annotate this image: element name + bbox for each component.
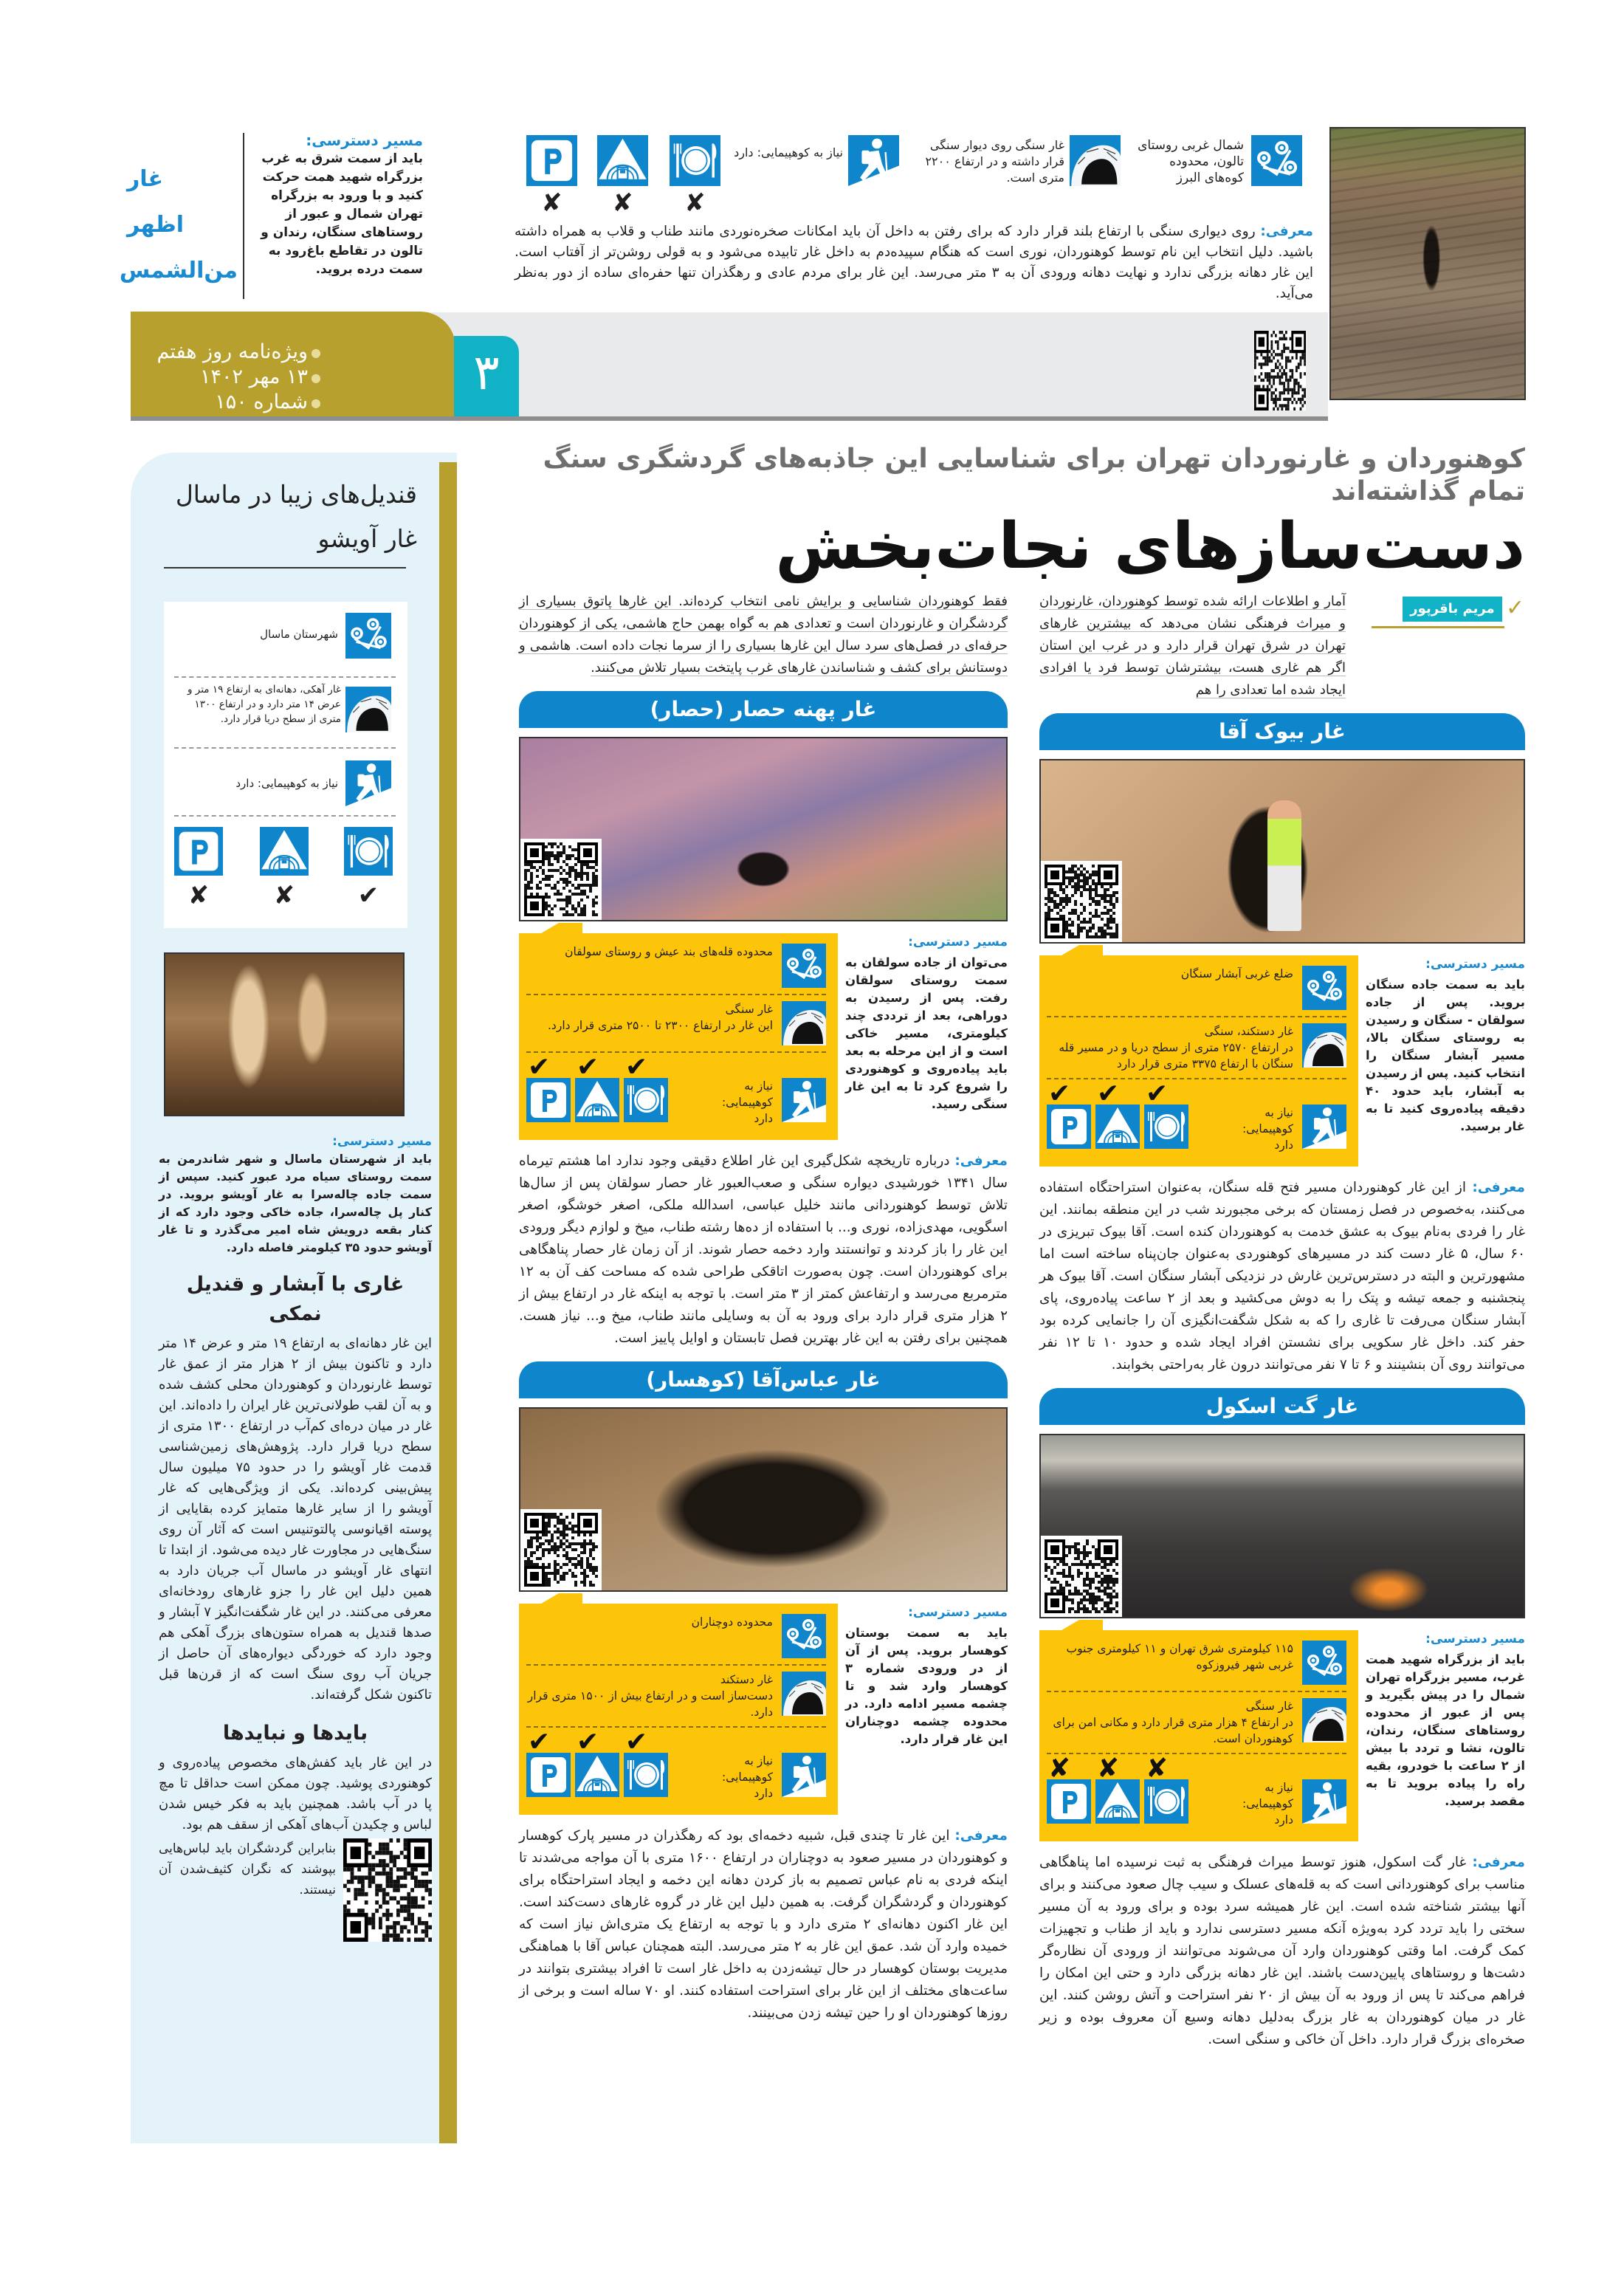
access-text: باید به سمت بوستان کوهسار بروید. پس از آن از در ورودی شماره ۳ کوهسار وارد شد و تا چشمه مسیر ادامه دارد. در محدوده چشمه دوچناران این غار قرار دارد. xyxy=(845,1626,1008,1746)
cave-icon xyxy=(1302,1698,1346,1742)
restaurant-icon xyxy=(1144,1105,1188,1149)
shelter-icon xyxy=(597,135,648,186)
cave-intro xyxy=(519,1825,1008,2024)
cave-type-line: دست‌ساز است و در ارتفاع بیش از ۱۵۰۰ متری قرار دارد. xyxy=(527,1689,773,1719)
access-route xyxy=(1366,1630,1525,1810)
right-column xyxy=(1039,591,1525,2051)
intro-label: معرفی: xyxy=(1472,1180,1525,1195)
facilities xyxy=(1047,1079,1188,1149)
section-title xyxy=(119,157,238,294)
left-column xyxy=(519,591,1008,2024)
location-text: محدوده قله‌های بند عیش و روستای سولقان xyxy=(565,945,773,958)
author-badge: مریم باقرپور xyxy=(1403,597,1502,622)
cave-icon xyxy=(782,1672,826,1716)
qr-code[interactable] xyxy=(1041,861,1122,942)
cave-type-text xyxy=(1047,1023,1293,1072)
cave-type-text xyxy=(526,1001,773,1034)
access-label: مسیر دسترسی: xyxy=(306,131,423,149)
facility xyxy=(1047,1753,1091,1824)
hiking-text: نیاز به کوهپیمایی: دارد xyxy=(734,145,843,159)
parking-icon xyxy=(526,135,577,186)
cave-card xyxy=(1039,1388,1525,2051)
access-route xyxy=(845,1604,1008,1748)
facility xyxy=(624,1052,668,1122)
shelter-icon xyxy=(1095,1779,1140,1824)
restaurant-icon xyxy=(344,827,393,876)
cross-icon: ✘ xyxy=(684,188,706,218)
article-intro-right xyxy=(1039,591,1346,701)
divider xyxy=(131,416,1328,421)
hiker-icon xyxy=(782,1753,826,1797)
cave-info-box xyxy=(1039,1630,1358,1841)
cross-icon: ✘ xyxy=(1048,1753,1071,1784)
facilities xyxy=(526,1727,668,1797)
location-row xyxy=(526,1608,826,1666)
check-icon: ✔ xyxy=(1097,1079,1120,1109)
sidebar-title-line: قندیل‌های زیبا در ماسال xyxy=(175,480,417,509)
sidebar-body: بنابراین گردشگران باید لباس‌هایی بپوشند که نگران کثیف‌شدن آن نیستند. xyxy=(159,1841,336,1897)
access-label: مسیر دسترسی: xyxy=(908,1605,1008,1620)
parking-icon xyxy=(174,827,223,876)
qr-code[interactable] xyxy=(520,1509,602,1590)
check-icon: ✔ xyxy=(1048,1079,1071,1109)
section-title-line: من‌الشمس xyxy=(119,258,238,284)
top-access-route xyxy=(249,131,423,279)
hiker-figure xyxy=(1267,800,1301,931)
issue-number: ● شماره ۱۵۰ xyxy=(151,390,321,415)
check-icon: ✔ xyxy=(577,1727,599,1757)
cave-type-line: این غار در ارتفاع ۲۳۰۰ تا ۲۵۰۰ متری قرار دارد. xyxy=(548,1019,773,1032)
intro-text: فقط کوهنوردان شناسایی و برایش نامی انتخاب کرده‌اند. این غارها پاتوق بسیاری از گردشگران و غارنوردان است و تعدادی هم به گواه بهمن حاج هاشمی، یکی از کوهنوردان حرفه‌ای در فصل‌های سرد سال این غارها بسیاری را از سرما نجات داده است. هاشمی و دوستانش برای کشف و شناساندن غارهای غرب پایتخت بسیار تلاش می‌کنند. xyxy=(519,594,1008,676)
cave-icon xyxy=(1070,135,1121,186)
intro-text: این غار تا چندی قبل، شبیه دخمه‌ای بود که رهگذران در مسیر پارک کوهسار و کوهنوردان در مسیر صعود به دوچناران در ارتفاع ۱۶۰۰ متری با آن مواجه می‌شدند تا اینکه فردی به نام عباس تصمیم به باز کردن دهانه این دخمه و ایجاد استراحتگاه برای کوهنوردان و گردشگران گرفت. به همین دلیل این غار در گروه غارهای دست‌کند است. این غار اکنون دهانه‌ای ۲ متری دارد و با توجه به ارتفاع یک متری‌اش نیاز است که خمیده وارد آن شد. عمق این غار به ۲ متر می‌رسد. البته همچنان عباس آقا با هماهنگی مدیریت بوستان کوهسار در حال تیشه‌زدن به داخل غار است تا افراد بیشتری بتوانند در ساعت‌های مختلف از این غار برای استراحت استفاده کنند. او ۷۰ ساله است و برخی از روزها کوهنوردان او را حین تیشه زدن می‌بینند. xyxy=(519,1828,1008,2021)
qr-code[interactable] xyxy=(343,1838,432,1942)
parking-icon xyxy=(526,1753,571,1797)
facility xyxy=(575,1727,619,1797)
check-icon: ✔ xyxy=(528,1727,551,1757)
intro-text: غار گت اسکول، هنوز توسط میراث فرهنگی به ثبت نرسیده اما پناهگاهی مناسب برای کوهنوردانی است که به قله‌های عسلک و سیب چال صعود می‌کنند و برای آنها بیشتر شناخته شده است. این غار همیشه سرد بوده و برای ورود به آن مسیر سختی را باید تردد کرد به‌ویژه آنکه مسیر دسترسی ندارد و باید از طناب و تجهیزات کمک گرفت. اما وقتی کوهنوردان وارد آن می‌شوند می‌توانند از ورودی آن نظاره‌گر دشت‌ها و روستاهای پایین‌دست باشند. این غار دهانه بزرگی دارد و حتی این امکان را فراهم می‌کند تا پس از ورود به آن بیش از ۲۰ نفر استراحت و آتش روشن کنند. این غار در میان کوهنوردان به غار بزرگ به‌دلیل دهانه وسیع آن معروف بوده و زیر صخره‌ای بزرگ قرار دارد. داخل آن خاکی و سنگی است. xyxy=(1039,1855,1525,2047)
facility xyxy=(624,1727,668,1797)
location-row xyxy=(526,938,826,995)
hiker-icon xyxy=(345,760,391,806)
cave-title: غار عباس‌آقا (کوهسار) xyxy=(519,1361,1008,1398)
facilities xyxy=(1047,1753,1188,1824)
access-label: مسیر دسترسی: xyxy=(332,1134,432,1149)
hiking-text: نیاز به کوهپیمایی: دارد xyxy=(1242,1781,1293,1827)
cave-info-box xyxy=(1039,955,1358,1167)
sidebar-body: این غار دهانه‌ای به ارتفاع ۱۹ متر و عرض ۱۴ متر دارد و تاکنون بیش از ۲ هزار متر از عمق غار توسط غارنوردان و کوهنوردان محلی کشف شده و به آن لقب طولانی‌ترین غار ایران را داده‌اند. این غار در میان دره‌ای کم‌آب در ارتفاع ۱۳۰۰ متری از سطح دریا قرار دارد. پژوهش‌های زمین‌شناسی قدمت غار آویشو را در حدود ۷۵ میلیون سال پیش‌بینی کرده‌اند. یکی از ویژگی‌هایی که غار آویشو را از سایر غارها متمایز کرده بقایایی از پوسته اقیانوسی پالتوتنیس است که آثار آن روی سنگ‌هایی در مجاورت غار دیده می‌شود. از ابتدا تا انتهای غار آویشو در ماسال آب جریان دارد به همین دلیل این غار را جزو غارهای رودخانه‌ای معرفی می‌کنند. در این غار شگفت‌انگیز ۷ آبشار و صدها قندیل به همراه ستون‌های بزرگ آهکی هم وجود دارد که خوردگی دیواره‌های آن حاصل از جریان آب روی سنگ است که از قرن‌ها قبل تاکنون شکل گرفته‌اند. xyxy=(159,1336,433,1703)
check-icon: ✔ xyxy=(1146,1079,1169,1109)
shelter-icon xyxy=(575,1753,619,1797)
cave-details xyxy=(1039,955,1525,1167)
access-text: می‌توان از جاده سولقان به سمت روستای سولقان رفت. پس از رسیدن به دوراهی، بعد از ترددی چند کیلومتری، مسیر خاکی است و از این مرحله به بعد باید پیاده‌روی و کوهنوردی را شروع کرد تا به این غار سنگی رسید. xyxy=(845,955,1008,1111)
shelter-icon xyxy=(1095,1105,1140,1149)
cave-icon xyxy=(782,1001,826,1045)
map-pins-icon xyxy=(1251,135,1302,186)
check-icon: ✔ xyxy=(577,1052,599,1082)
location-text: محدوده دوچناران xyxy=(691,1615,773,1629)
divider xyxy=(174,815,396,817)
hiker-icon xyxy=(848,135,899,186)
hiking-text: نیاز به کوهپیمایی: دارد xyxy=(721,1754,773,1800)
hiking-row xyxy=(1047,1754,1346,1834)
facility xyxy=(1144,1079,1188,1149)
hiker-icon xyxy=(782,1078,826,1122)
cave-title: غار گت اسکول xyxy=(1039,1388,1525,1425)
cave-details xyxy=(519,1604,1008,1815)
map-pins-icon xyxy=(345,613,391,659)
sidebar-body: در این غار باید کفش‌های مخصوص پیاده‌روی و کوهنوردی پوشید. چون ممکن است حداقل تا مچ پا در آب باشد. همچنین باید به فکر خیس شدن لباس و چکیدن آب‌های آهکی از سقف هم بود. xyxy=(159,1755,432,1832)
intro-label: معرفی: xyxy=(1472,1855,1525,1870)
divider xyxy=(164,567,406,568)
access-text: باید از بزرگراه شهید همت غرب، مسیر بزرگراه تهران شمال را در پیش بگیرید و پس از عبور از محدوده روستاهای سنگان، رندان، تالون، نشا و تردد با بیش از ۲ ساعت با خودرو، بقیه راه را پیاده بروید تا به مقصد برسید. xyxy=(1366,1652,1525,1808)
cave-info-box xyxy=(519,933,838,1140)
parking-icon xyxy=(1047,1105,1091,1149)
access-route xyxy=(1366,955,1525,1136)
intro-text: روی دیواری سنگی با ارتفاع بلند قرار دارد که برای رفتن به داخل آن باید امکانات صخره‌نوردی مانند طناب و قلاب به همراه داشته باشید. دلیل انتخاب این نام توسط کوهنوردان، نوری است که هنگام سپیده‌دم به داخل غار تابیده می‌شود و به قولی روشن‌تر از آفتاب است. این غار دهانه بزرگی ندارد و نهایت دهانه ورودی آن به ۳ متر می‌رسد. این غار برای مردم عادی و رهگذران تنها حفره‌ای ساده از دور به‌نظر می‌آید. xyxy=(515,224,1313,301)
facility xyxy=(1047,1079,1091,1149)
map-pins-icon xyxy=(782,944,826,988)
sidebar-subheading: بایدها و نبایدها xyxy=(222,1722,368,1745)
hiking-text: نیاز به کوهپیمایی: دارد xyxy=(721,1079,773,1125)
qr-code[interactable] xyxy=(1254,331,1306,411)
intro-label: معرفی: xyxy=(1260,224,1314,239)
location-row xyxy=(1047,960,1346,1017)
intro-text: از این غار کوهنوردان مسیر فتح قله سنگان، به‌عنوان استراحتگاه استفاده می‌کنند، به‌خصوص در فصل زمستان که برخی مجبورند شب در این منطقه بمانند. این غار را فردی به‌نام بیوک به عشق خدمت به کوهنوردان کنده است. آقا بیوک تبریزی در ۶۰ سال، ۵ غار دست کند در مسیرهای کوهنوردی به‌عنوان جان‌پناه ساخته است اما مشهورترین و البته در دسترس‌ترین غارش در نزدیکی آبشار سنگان است. آقا بیوک هر پنجشنبه و جمعه تیشه و پتک را به دوش می‌کشید و بعد از ۲ ساعت پیاده‌روی، پای آبشار سنگان می‌رفت تا غاری را که به شکل شگفت‌انگیزی آن را جانمایی کرده بود حفر کند. داخل غار سکویی برای نشستن افراد ایجاد شده و حدود ۱۰ تا ۱۲ نفر می‌توانند روی آن بنشینند و ۶ تا ۷ نفر می‌توانند درون غار به‌راحتی بخوابند. xyxy=(1039,1180,1526,1373)
map-pins-icon xyxy=(782,1614,826,1658)
kicker: کوهنوردان و غارنوردان تهران برای شناسایی این جاذبه‌های گردشگری سنگ تمام گذاشته‌اند xyxy=(543,444,1525,506)
cross-icon: ✘ xyxy=(1146,1753,1169,1784)
access-route xyxy=(845,933,1008,1113)
facility xyxy=(1144,1753,1188,1824)
cave-card xyxy=(519,691,1008,1350)
intro-text: درباره تاریخچه شکل‌گیری این غار اطلاع دقیقی وجود ندارد اما هشتم تیرماه سال ۱۳۴۱ خورشیدی دیواره سنگی و صعب‌العبور غار حصار سولقان پس از سال‌ها تلاش توسط کوهنوردانی مانند خلیل عباسی، اسدالله ملکی، اصغر خوشگو، اصغر اسگویی، مهدی‌زاده، نوری و... با استفاده از ده‌ها رشته طناب، میخ و لوازم دیگر ورودی این غار را باز کردند و توانستند وارد دخمه حصار شوند. از آن زمان غار حصار پناهگاهی برای کوهنوردان است. چون به‌صورت اتاقکی طراحی شده که مساحت کف آن به ۱۲ مترمربع می‌رسد و ارتفاعش کمتر از ۳ متر است. با توجه به اینکه غار در ارتفاع بیش از ۲ هزار متری قرار دارد برای ورود به آن به وسایلی مانند طناب، میخ و... نیاز هست. همچنین برای رفتن به این غار بهترین فصل تابستان و اوایل پاییز است. xyxy=(519,1153,1008,1346)
cross-icon: ✘ xyxy=(612,188,633,218)
facility xyxy=(526,1052,571,1122)
section-title-line: اظهر xyxy=(127,212,185,238)
cross-icon: ✘ xyxy=(273,881,295,910)
cave-intro xyxy=(1039,1852,1525,2051)
cave-type-line: غار سنگی xyxy=(725,1003,773,1016)
cave-intro xyxy=(1039,1177,1525,1376)
parking-icon xyxy=(1047,1779,1091,1824)
access-text: باید به سمت جاده سنگان بروید. پس از جاده سولقان - سنگان و رسیدن به روستای سنگان بالا، مسیر آبشار سنگان را انتخاب کنید. پس از رسیدن به آبشار، باید حدود ۴۰ دقیقه پیاده‌روی کنید تا به غار برسید. xyxy=(1366,978,1525,1133)
top-intro xyxy=(515,221,1313,304)
qr-code[interactable] xyxy=(520,839,602,920)
shelter-icon xyxy=(575,1078,619,1122)
hiking-text: نیاز به کوهپیمایی: دارد xyxy=(235,777,338,790)
map-pins-icon xyxy=(1302,1641,1346,1685)
type-row xyxy=(1047,1692,1346,1754)
hiking-row xyxy=(526,1728,826,1807)
divider xyxy=(174,747,396,749)
intro-label: معرفی: xyxy=(954,1828,1008,1844)
location-row xyxy=(1047,1635,1346,1692)
cave-intro xyxy=(519,1150,1008,1350)
location-text: ضلع غربی آبشار سنگان xyxy=(1180,967,1293,980)
cave-icon xyxy=(1302,1023,1346,1068)
check-ornament-icon: ✓ xyxy=(1506,595,1525,621)
hiker-icon xyxy=(1302,1779,1346,1824)
cave-details xyxy=(1039,1630,1525,1841)
restaurant-icon xyxy=(624,1078,668,1122)
cave-photo xyxy=(1039,1434,1525,1618)
cave-type-line: غار دستکند xyxy=(720,1673,773,1686)
divider xyxy=(174,676,396,678)
check-icon: ✔ xyxy=(625,1052,648,1082)
cave-type-text: غار سنگی روی دیوار سنگی قرار داشته و در ارتفاع ۲۲۰۰ متری است. xyxy=(925,138,1064,185)
facilities xyxy=(526,1052,668,1122)
type-row xyxy=(526,995,826,1053)
cave-type-line: در ارتفاع ۴ هزار متری قرار دارد و مکانی امن برای کوهنوردان است. xyxy=(1053,1716,1293,1745)
cave-type-line: غار سنگی xyxy=(1245,1700,1293,1713)
hiking-text: نیاز به کوهپیمایی: دارد xyxy=(1242,1106,1293,1152)
check-icon: ✔ xyxy=(625,1727,648,1757)
sidebar-closing xyxy=(159,1838,432,1942)
parking-icon xyxy=(526,1078,571,1122)
location-text: شهرستان ماسال xyxy=(260,628,338,641)
access-label: مسیر دسترسی: xyxy=(1425,1632,1525,1646)
location-text: ۱۱۵ کیلومتری شرق تهران و ۱۱ کیلومتری جنوب غربی شهر فیروزکوه xyxy=(1066,1642,1293,1672)
cave-photo xyxy=(1329,127,1526,400)
sidebar-title-line: غار آویشو xyxy=(317,524,417,553)
cave-photo xyxy=(519,1407,1008,1592)
restaurant-icon xyxy=(1144,1779,1188,1824)
cave-card xyxy=(519,1361,1008,2024)
access-text: باید از شهرستان ماسال و شهر شاندرمن به سمت روستای سیاه مرد عبور کنید. سپس از سمت جاده چاله‌سرا به غار آویشو بروید. در کنار پل چاله‌سرا، جاده خاکی وجود دارد که از کنار بقعه درویش شاه امیر می‌گذرد و تا غار آویشو حدود ۳۵ کیلومتر فاصله دارد. xyxy=(159,1152,432,1254)
cave-type-line: در ارتفاع ۲۵۷۰ متری از سطح دریا و در مسیر قله سنگان با ارتفاع ۳۳۷۵ متری قرار دارد xyxy=(1059,1041,1293,1071)
map-pins-icon xyxy=(1302,966,1346,1010)
cave-icon xyxy=(345,687,391,732)
shelter-icon xyxy=(260,827,309,876)
type-row xyxy=(1047,1017,1346,1079)
cave-type-line: غار دستکند، سنگی xyxy=(1204,1025,1293,1038)
access-label: مسیر دسترسی: xyxy=(908,935,1008,949)
page-title: دست‌سازهای نجات‌بخش xyxy=(775,509,1525,583)
cave-type-text xyxy=(1047,1698,1293,1747)
cross-icon: ✘ xyxy=(1097,1753,1120,1784)
qr-code[interactable] xyxy=(1041,1536,1122,1617)
section-title-line: غار xyxy=(127,166,164,192)
page-number: ۳ xyxy=(454,336,519,417)
masthead-info xyxy=(151,340,321,415)
hiking-row xyxy=(526,1053,826,1133)
restaurant-icon xyxy=(624,1753,668,1797)
sidebar-text-flow xyxy=(159,1133,432,1942)
access-text: باید از سمت شرق به غرب بزرگراه شهید همت حرکت کنید و با ورود به بزرگراه تهران شمال و عبور از روستاهای سنگان، رندان و تالون در تقاطع باغ‌رود به سمت درده بروید. xyxy=(261,151,423,277)
cave-photo xyxy=(519,737,1008,921)
cave-title: غار بیوک آقا xyxy=(1039,713,1525,750)
cave-info-box xyxy=(519,1604,838,1815)
sidebar-accent xyxy=(439,462,457,2143)
intro-text: آمار و اطلاعات ارائه شده توسط کوهنوردان، غارنوردان و میراث فرهنگی نشان می‌دهد که بیشترین غارهای تهران در شرق تهران قرار دارد و در غرب این استان اگر هم غاری هست، بیشترشان توسط فرد یا افرادی ایجاد شده اما تعدادی را هم xyxy=(1039,594,1346,698)
location-text: شمال غربی روستای تالون، محدوده کوه‌های البرز xyxy=(1138,138,1244,185)
article-intro-left xyxy=(519,591,1008,679)
facility xyxy=(575,1052,619,1122)
divider xyxy=(243,133,244,299)
intro-label: معرفی: xyxy=(954,1153,1008,1169)
cross-icon: ✘ xyxy=(187,881,210,910)
cross-icon: ✘ xyxy=(541,188,562,218)
restaurant-icon xyxy=(670,135,720,186)
hiking-row xyxy=(1047,1079,1346,1159)
facility xyxy=(526,1727,571,1797)
access-label: مسیر دسترسی: xyxy=(1425,957,1525,972)
sidebar-title xyxy=(148,473,417,561)
cave-photo xyxy=(164,952,405,1116)
facility xyxy=(1095,1079,1140,1149)
facility xyxy=(1095,1753,1140,1824)
sidebar-access-route xyxy=(159,1133,432,1257)
cave-details xyxy=(519,933,1008,1140)
hiker-icon xyxy=(1302,1105,1346,1149)
check-icon: ✔ xyxy=(528,1052,551,1082)
cave-type-text xyxy=(526,1672,773,1720)
cave-card xyxy=(1039,713,1525,1376)
issue-date: ● ۱۳ مهر ۱۴۰۲ xyxy=(151,365,321,390)
supplement-name: ● ویژه‌نامه روز هفتم xyxy=(151,340,321,365)
cave-type-text: غار آهکی، دهانه‌ای به ارتفاع ۱۹ متر و عرض ۱۴ متر دارد و در ارتفاع ۱۳۰۰ متری از سطح دریا قرار دارد. xyxy=(187,684,341,725)
cave-title: غار پهنه حصار (حصار) xyxy=(519,691,1008,728)
cave-photo xyxy=(1039,759,1525,944)
sidebar-subheading: غاری با آبشار و قندیل نمکی xyxy=(186,1273,405,1325)
check-icon: ✔ xyxy=(357,881,379,910)
type-row xyxy=(526,1666,826,1728)
